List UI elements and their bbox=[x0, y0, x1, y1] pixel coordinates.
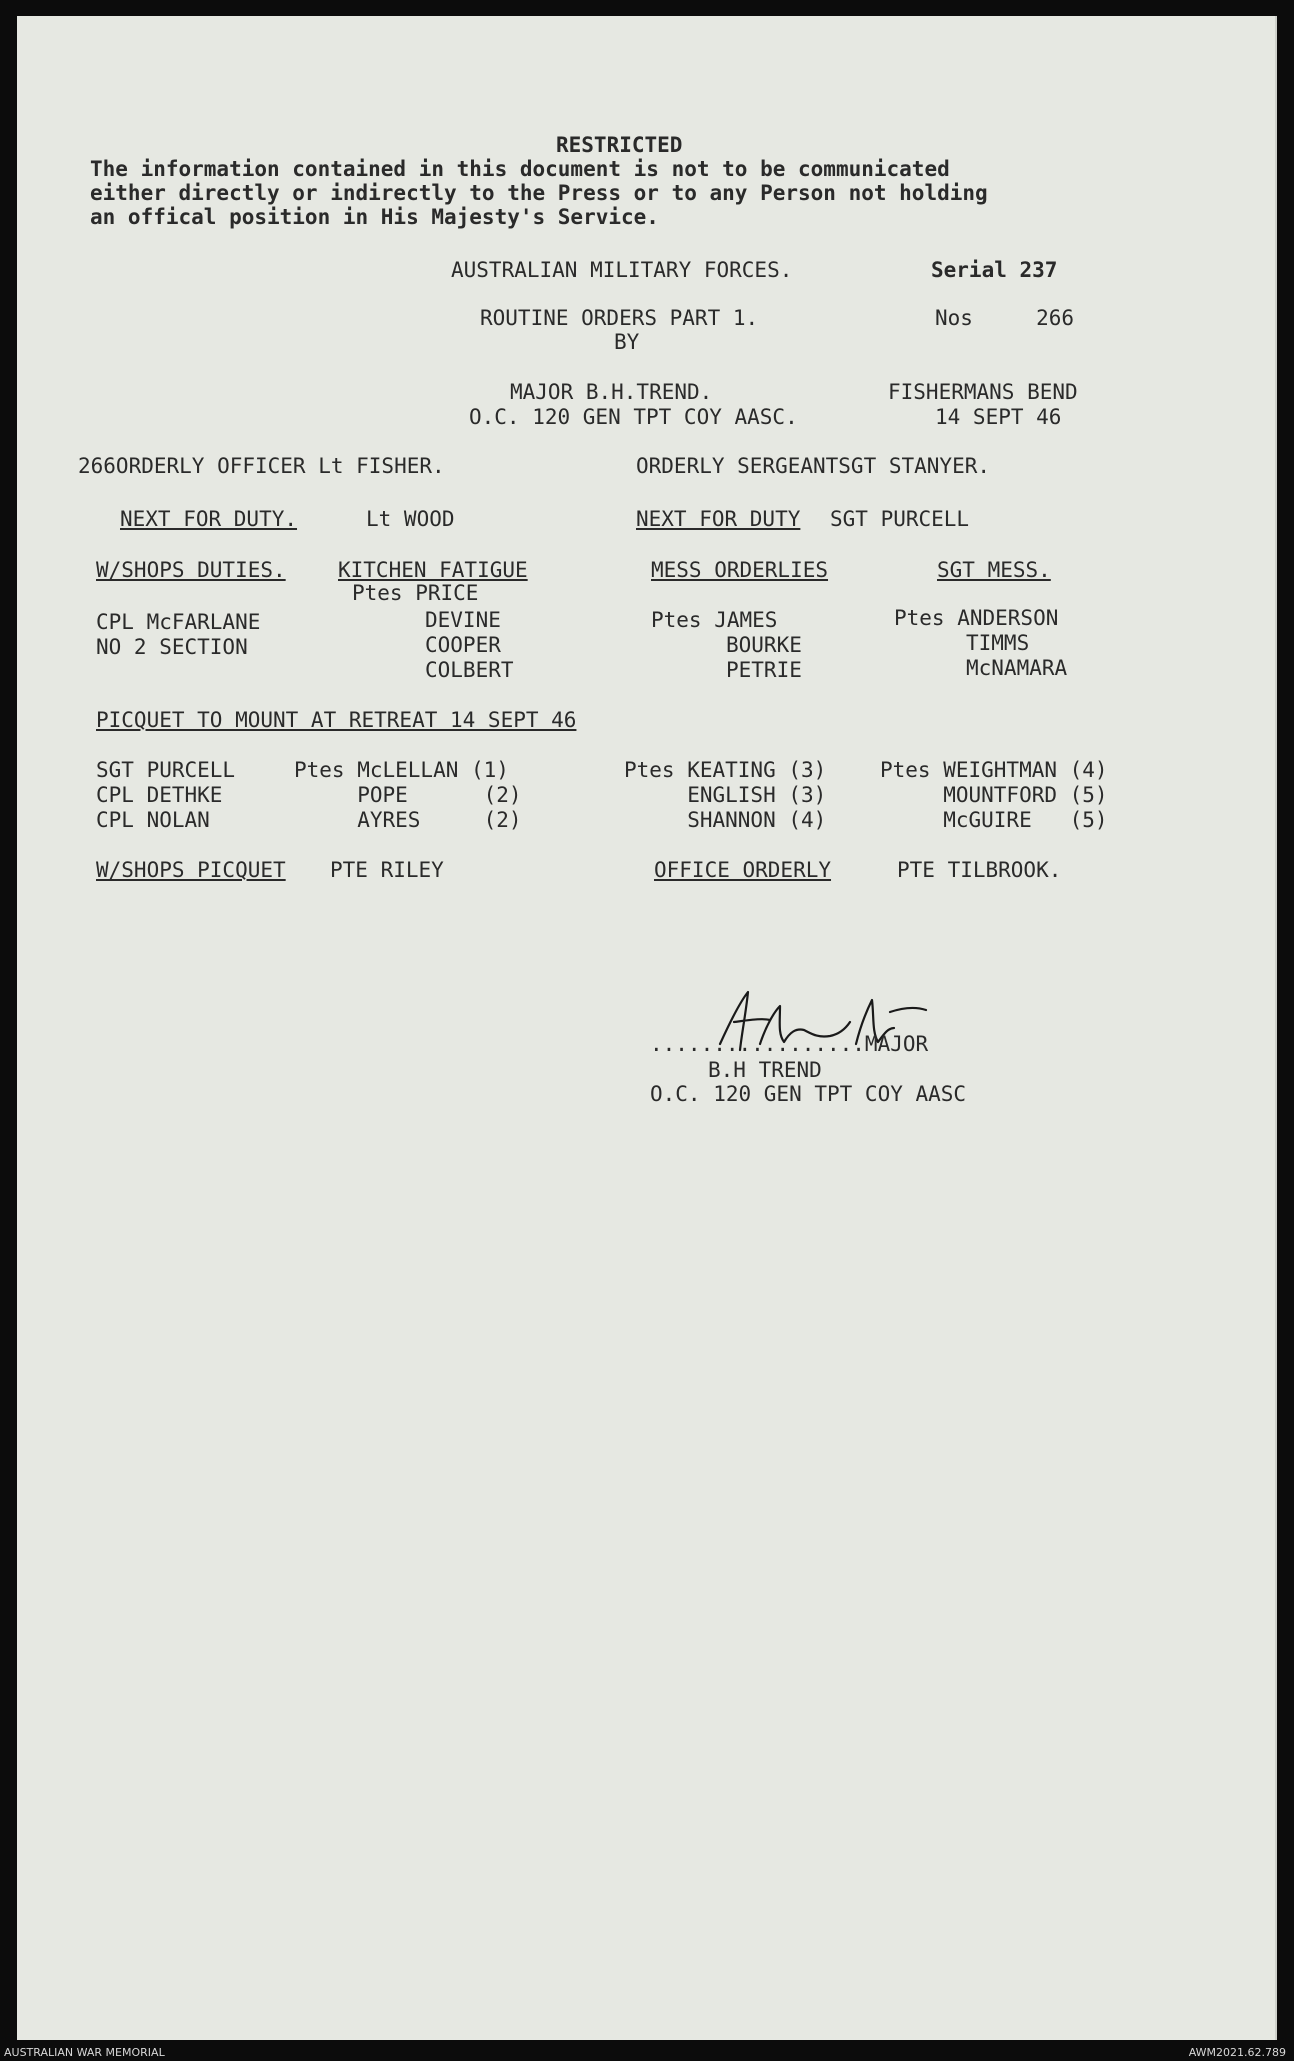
orderly-officer: 266ORDERLY OFFICER Lt FISHER. bbox=[78, 454, 445, 478]
mess-name: PETRIE bbox=[726, 658, 802, 682]
warning-line-3: an offical position in His Majesty's Service. bbox=[90, 205, 659, 229]
next-duty-right-label: NEXT FOR DUTY bbox=[636, 507, 801, 531]
sgt-mess-name: McNAMARA bbox=[966, 656, 1068, 680]
next-duty-left-label: NEXT FOR DUTY. bbox=[120, 507, 298, 531]
major-name: MAJOR B.H.TREND. bbox=[510, 380, 713, 404]
footer-left: AUSTRALIAN WAR MEMORIAL bbox=[4, 2046, 165, 2059]
kitchen-name: COOPER bbox=[425, 633, 501, 657]
unit-name: O.C. 120 GEN TPT COY AASC. bbox=[469, 405, 798, 429]
kitchen-prefix: Ptes PRICE bbox=[352, 581, 479, 605]
by-label: BY bbox=[614, 330, 640, 354]
picquet-col4: McGUIRE (5) bbox=[880, 808, 1108, 832]
picquet-col3: ENGLISH (3) bbox=[624, 783, 827, 807]
sgt-mess-name: Ptes ANDERSON bbox=[894, 606, 1059, 630]
orders-number: Nos 266 bbox=[935, 306, 1075, 330]
signature-line: .................MAJOR bbox=[650, 1032, 929, 1056]
kitchen-name: COLBERT bbox=[425, 658, 514, 682]
picquet-col4: Ptes WEIGHTMAN (4) bbox=[880, 758, 1108, 782]
warning-line-2: either directly or indirectly to the Press or to any Person not holding bbox=[90, 181, 988, 205]
picquet-col3: Ptes KEATING (3) bbox=[624, 758, 827, 782]
next-duty-left-value: Lt WOOD bbox=[366, 507, 455, 531]
header-kitchen-fatigue: KITCHEN FATIGUE bbox=[338, 558, 528, 582]
wshops-name: NO 2 SECTION bbox=[96, 635, 248, 659]
office-orderly-label: OFFICE ORDERLY bbox=[654, 858, 832, 882]
orderly-sergeant: ORDERLY SERGEANTSGT STANYER. bbox=[636, 454, 991, 478]
sgt-mess-name: TIMMS bbox=[966, 631, 1030, 655]
wshops-name: CPL McFARLANE bbox=[96, 610, 261, 634]
forces-title: AUSTRALIAN MILITARY FORCES. bbox=[451, 258, 793, 282]
header-mess-orderlies: MESS ORDERLIES bbox=[651, 558, 829, 582]
office-orderly-value: PTE TILBROOK. bbox=[897, 858, 1062, 882]
orders-title: ROUTINE ORDERS PART 1. bbox=[480, 306, 759, 330]
picquet-col1: CPL NOLAN bbox=[96, 808, 210, 832]
warning-line-1: The information contained in this document is not to be communicated bbox=[90, 157, 950, 181]
restricted-heading: RESTRICTED bbox=[556, 133, 683, 157]
mess-name: BOURKE bbox=[726, 633, 802, 657]
picquet-col4: MOUNTFORD (5) bbox=[880, 783, 1108, 807]
picquet-col1: SGT PURCELL bbox=[96, 758, 236, 782]
location: FISHERMANS BEND bbox=[888, 380, 1078, 404]
header-sgt-mess: SGT MESS. bbox=[937, 558, 1051, 582]
order-date: 14 SEPT 46 bbox=[935, 405, 1062, 429]
mess-name: Ptes JAMES bbox=[651, 608, 778, 632]
kitchen-name: DEVINE bbox=[425, 608, 501, 632]
wshops-picquet-value: PTE RILEY bbox=[330, 858, 444, 882]
serial-number: Serial 237 bbox=[931, 258, 1058, 282]
picquet-heading: PICQUET TO MOUNT AT RETREAT 14 SEPT 46 bbox=[96, 708, 577, 732]
picquet-col2: Ptes McLELLAN (1) bbox=[294, 758, 509, 782]
picquet-col2: POPE (2) bbox=[294, 783, 522, 807]
picquet-col1: CPL DETHKE bbox=[96, 783, 223, 807]
next-duty-right-value: SGT PURCELL bbox=[830, 507, 970, 531]
picquet-col3: SHANNON (4) bbox=[624, 808, 827, 832]
footer-right: AWM2021.62.789 bbox=[1188, 2046, 1286, 2059]
signatory-unit: O.C. 120 GEN TPT COY AASC bbox=[650, 1082, 967, 1106]
wshops-picquet-label: W/SHOPS PICQUET bbox=[96, 858, 286, 882]
header-wshops-duties: W/SHOPS DUTIES. bbox=[96, 558, 286, 582]
picquet-col2: AYRES (2) bbox=[294, 808, 522, 832]
signatory-name: B.H TREND bbox=[708, 1058, 822, 1082]
